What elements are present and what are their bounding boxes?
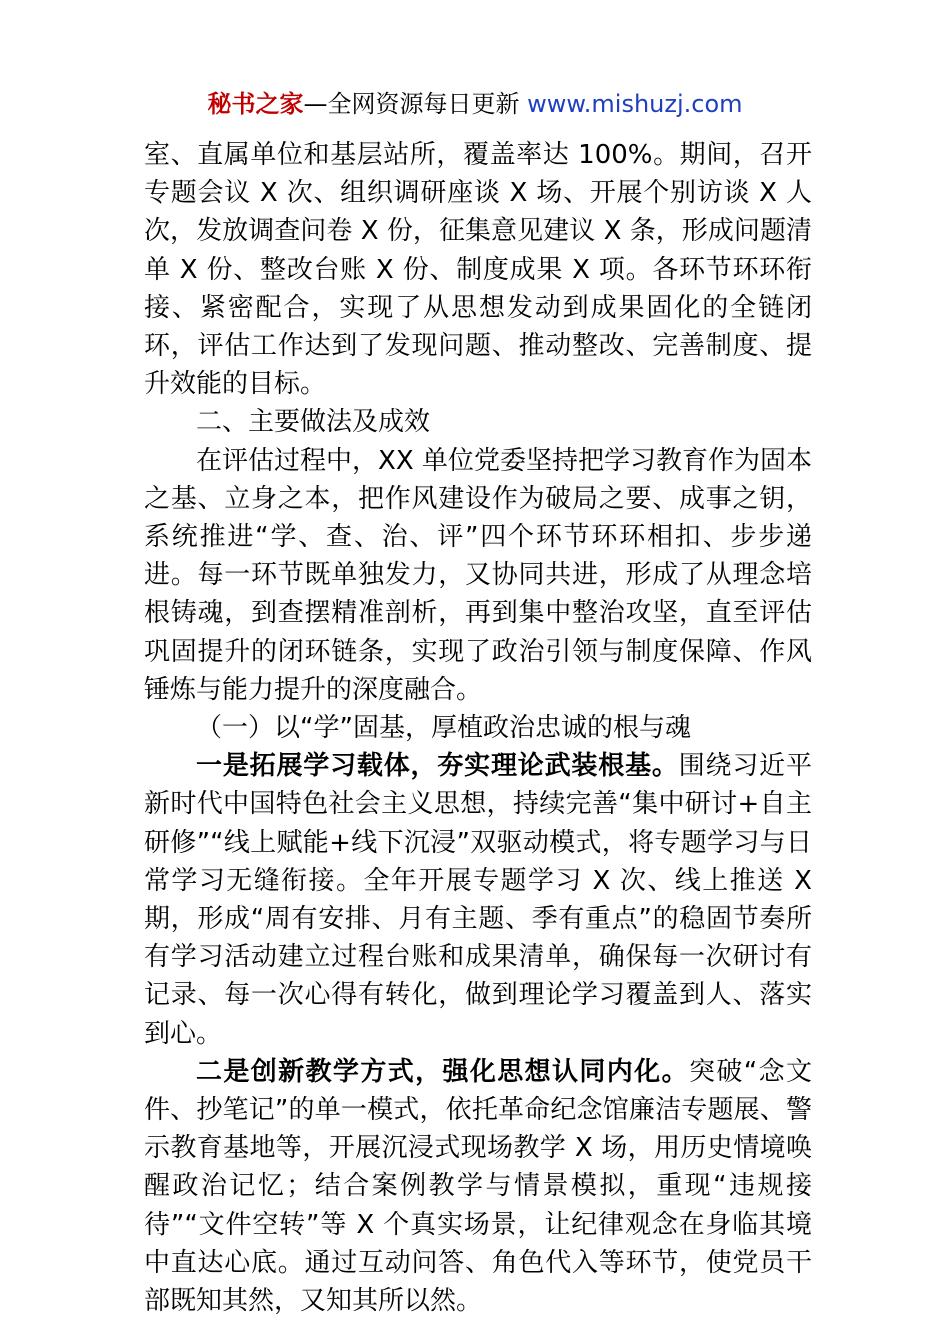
point-one-lead: 一是拓展学习载体，夯实理论武装根基。 xyxy=(196,751,679,782)
paragraph-point-one xyxy=(144,747,812,1053)
header-tagline: —全网资源每日更新 xyxy=(303,90,528,118)
paragraph-overview xyxy=(144,442,812,709)
document-header xyxy=(0,86,950,122)
section-heading xyxy=(144,403,812,441)
paragraph-point-two xyxy=(144,1053,812,1320)
section-heading-text: 二、主要做法及成效 xyxy=(196,407,431,438)
subsection-heading-text: （一）以“学”固基，厚植政治忠诚的根与魂 xyxy=(196,713,691,744)
paragraph-text: 在评估过程中，XX 单位党委坚持把学习教育作为固本之基、立身之本，把作风建设作为破局之要、成事之钥，系统推进“学、查、治、评”四个环节环环相扣、步步递进。每一环节既单独发力，又协同共进，形成了从理念培根铸魂，到查摆精准剖析，再到集中整治攻坚，直至评估巩固提升的闭环链条，实现了政治引领与制度保障、作风锤炼与能力提升的深度融合。 xyxy=(144,445,812,705)
brand-name: 秘书之家 xyxy=(207,90,304,118)
website-link[interactable]: www.mishuzj.com xyxy=(527,90,743,118)
paragraph-text: 突破“念文件、抄笔记”的单一模式，依托革命纪念馆廉洁专题展、警示教育基地等，开展沉浸式现场教学 X 场，用历史情境唤醒政治记忆；结合案例教学与情景模拟，重现“违规接待”“文件空转”等 X 个真实场景，让纪律观念在身临其境中直达心底。通过互动问答、角色代入等环节，使党员干部既知其然，又知其所以然。 xyxy=(144,1056,812,1317)
point-two-lead: 二是创新教学方式，强化思想认同内化。 xyxy=(196,1056,689,1087)
paragraph-text: 围绕习近平新时代中国特色社会主义思想，持续完善“集中研讨+自主研修”“线上赋能+线下沉浸”双驱动模式，将专题学习与日常学习无缝衔接。全年开展专题学习 X 次、线上推送 X 期，形成“周有安排、月有主题、季有重点”的稳固节奏所有学习活动建立过程台账和成果清单，确保每一次研讨有记录、每一次心得有转化，做到理论学习覆盖到人、落实到心。 xyxy=(144,751,812,1049)
paragraph-coverage xyxy=(144,136,812,403)
subsection-heading xyxy=(144,709,812,747)
document-body xyxy=(144,136,812,1320)
paragraph-text: 室、直属单位和基层站所，覆盖率达 100%。期间，召开专题会议 X 次、组织调研座谈 X 场、开展个别访谈 X 人次，发放调查问卷 X 份，征集意见建议 X 条，形成问题清单 X 份、整改台账 X 份、制度成果 X 项。各环节环环衔接、紧密配合，实现了从思想发动到成果固化的全链闭环，评估工作达到了发现问题、推动整改、完善制度、提升效能的目标。 xyxy=(144,140,812,400)
